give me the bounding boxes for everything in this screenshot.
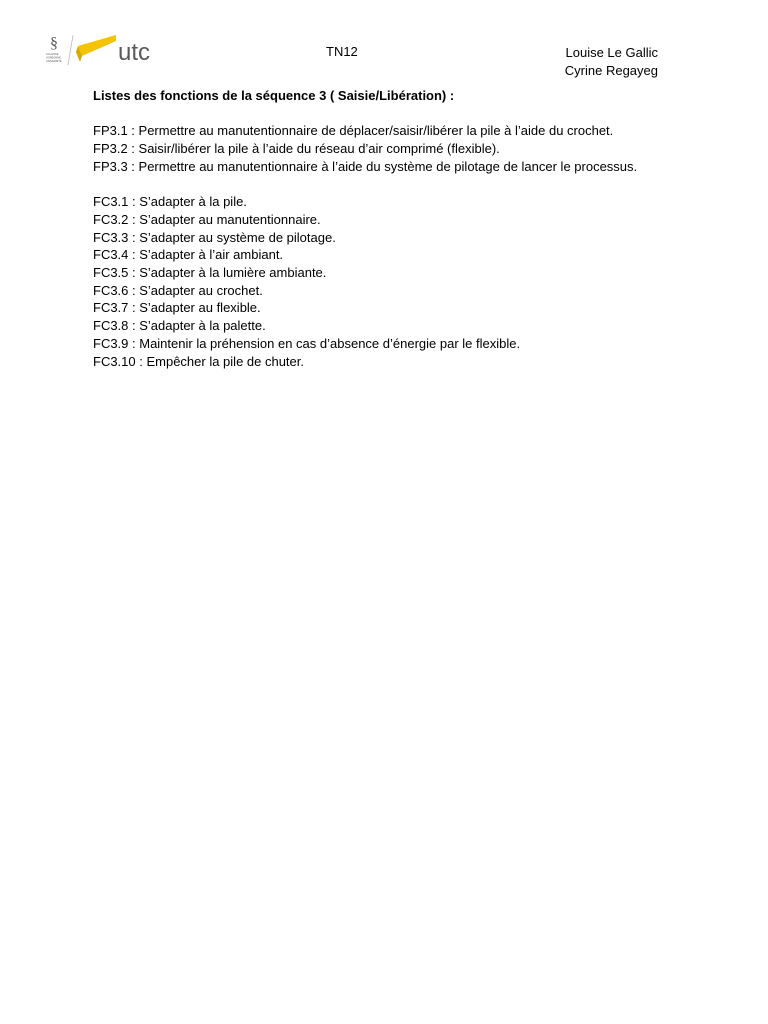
principal-functions-list — [93, 122, 683, 175]
logo-tagline-1: ALLIANCE — [46, 53, 59, 56]
author-name: Cyrine Regayeg — [564, 62, 658, 78]
course-code: TN12 — [326, 44, 358, 59]
constraint-function-item: FC3.1 : S’adapter à la pile. — [93, 194, 247, 210]
principal-function-item: FP3.2 : Saisir/libérer la pile à l’aide du réseau d’air comprimé (flexible). — [93, 141, 500, 157]
constraint-function-item: FC3.5 : S’adapter à la lumière ambiante. — [93, 265, 327, 280]
sorbonne-s-mark: § — [50, 35, 58, 52]
constraint-function-item: FC3.9 : Maintenir la préhension en cas d’absence d’énergie par le flexible. — [93, 335, 521, 351]
logo-yellow-wing — [78, 35, 116, 56]
constraint-functions-list — [93, 193, 683, 370]
logo-wordmark: utc — [118, 39, 151, 66]
logo-tagline-2: SORBONNE — [46, 56, 61, 60]
list-spacer — [93, 176, 683, 194]
utc-logo-graphic — [44, 32, 164, 68]
principal-function-item: FP3.3 : Permettre au manutentionnaire à l’aide du système de pilotage de lancer le processus. — [93, 158, 638, 174]
logo-tagline-3: UNIVERSITÉ — [46, 60, 62, 63]
authors-block — [565, 44, 658, 79]
constraint-function-item: FC3.6 : S’adapter au crochet. — [93, 282, 263, 298]
constraint-function-item: FC3.4 : S’adapter à l’air ambiant. — [93, 247, 284, 263]
constraint-function-item: FC3.3 : S’adapter au système de pilotage. — [93, 229, 336, 245]
section-heading: Listes des fonctions de la séquence 3 ( Saisie/Libération) : — [93, 88, 455, 103]
constraint-function-item: FC3.10 : Empêcher la pile de chuter. — [93, 353, 305, 369]
utc-logo — [44, 32, 164, 68]
principal-function-item: FP3.1 : Permettre au manutentionnaire de déplacer/saisir/libérer la pile à l’aide du crochet. — [93, 123, 614, 139]
constraint-function-item: FC3.8 : S’adapter à la palette. — [93, 318, 266, 334]
author-name: Louise Le Gallic — [565, 45, 658, 60]
logo-divider — [68, 35, 73, 65]
constraint-function-item: FC3.7 : S’adapter au flexible. — [93, 300, 261, 316]
constraint-function-item: FC3.2 : S’adapter au manutentionnaire. — [93, 211, 321, 227]
document-body — [93, 87, 683, 370]
